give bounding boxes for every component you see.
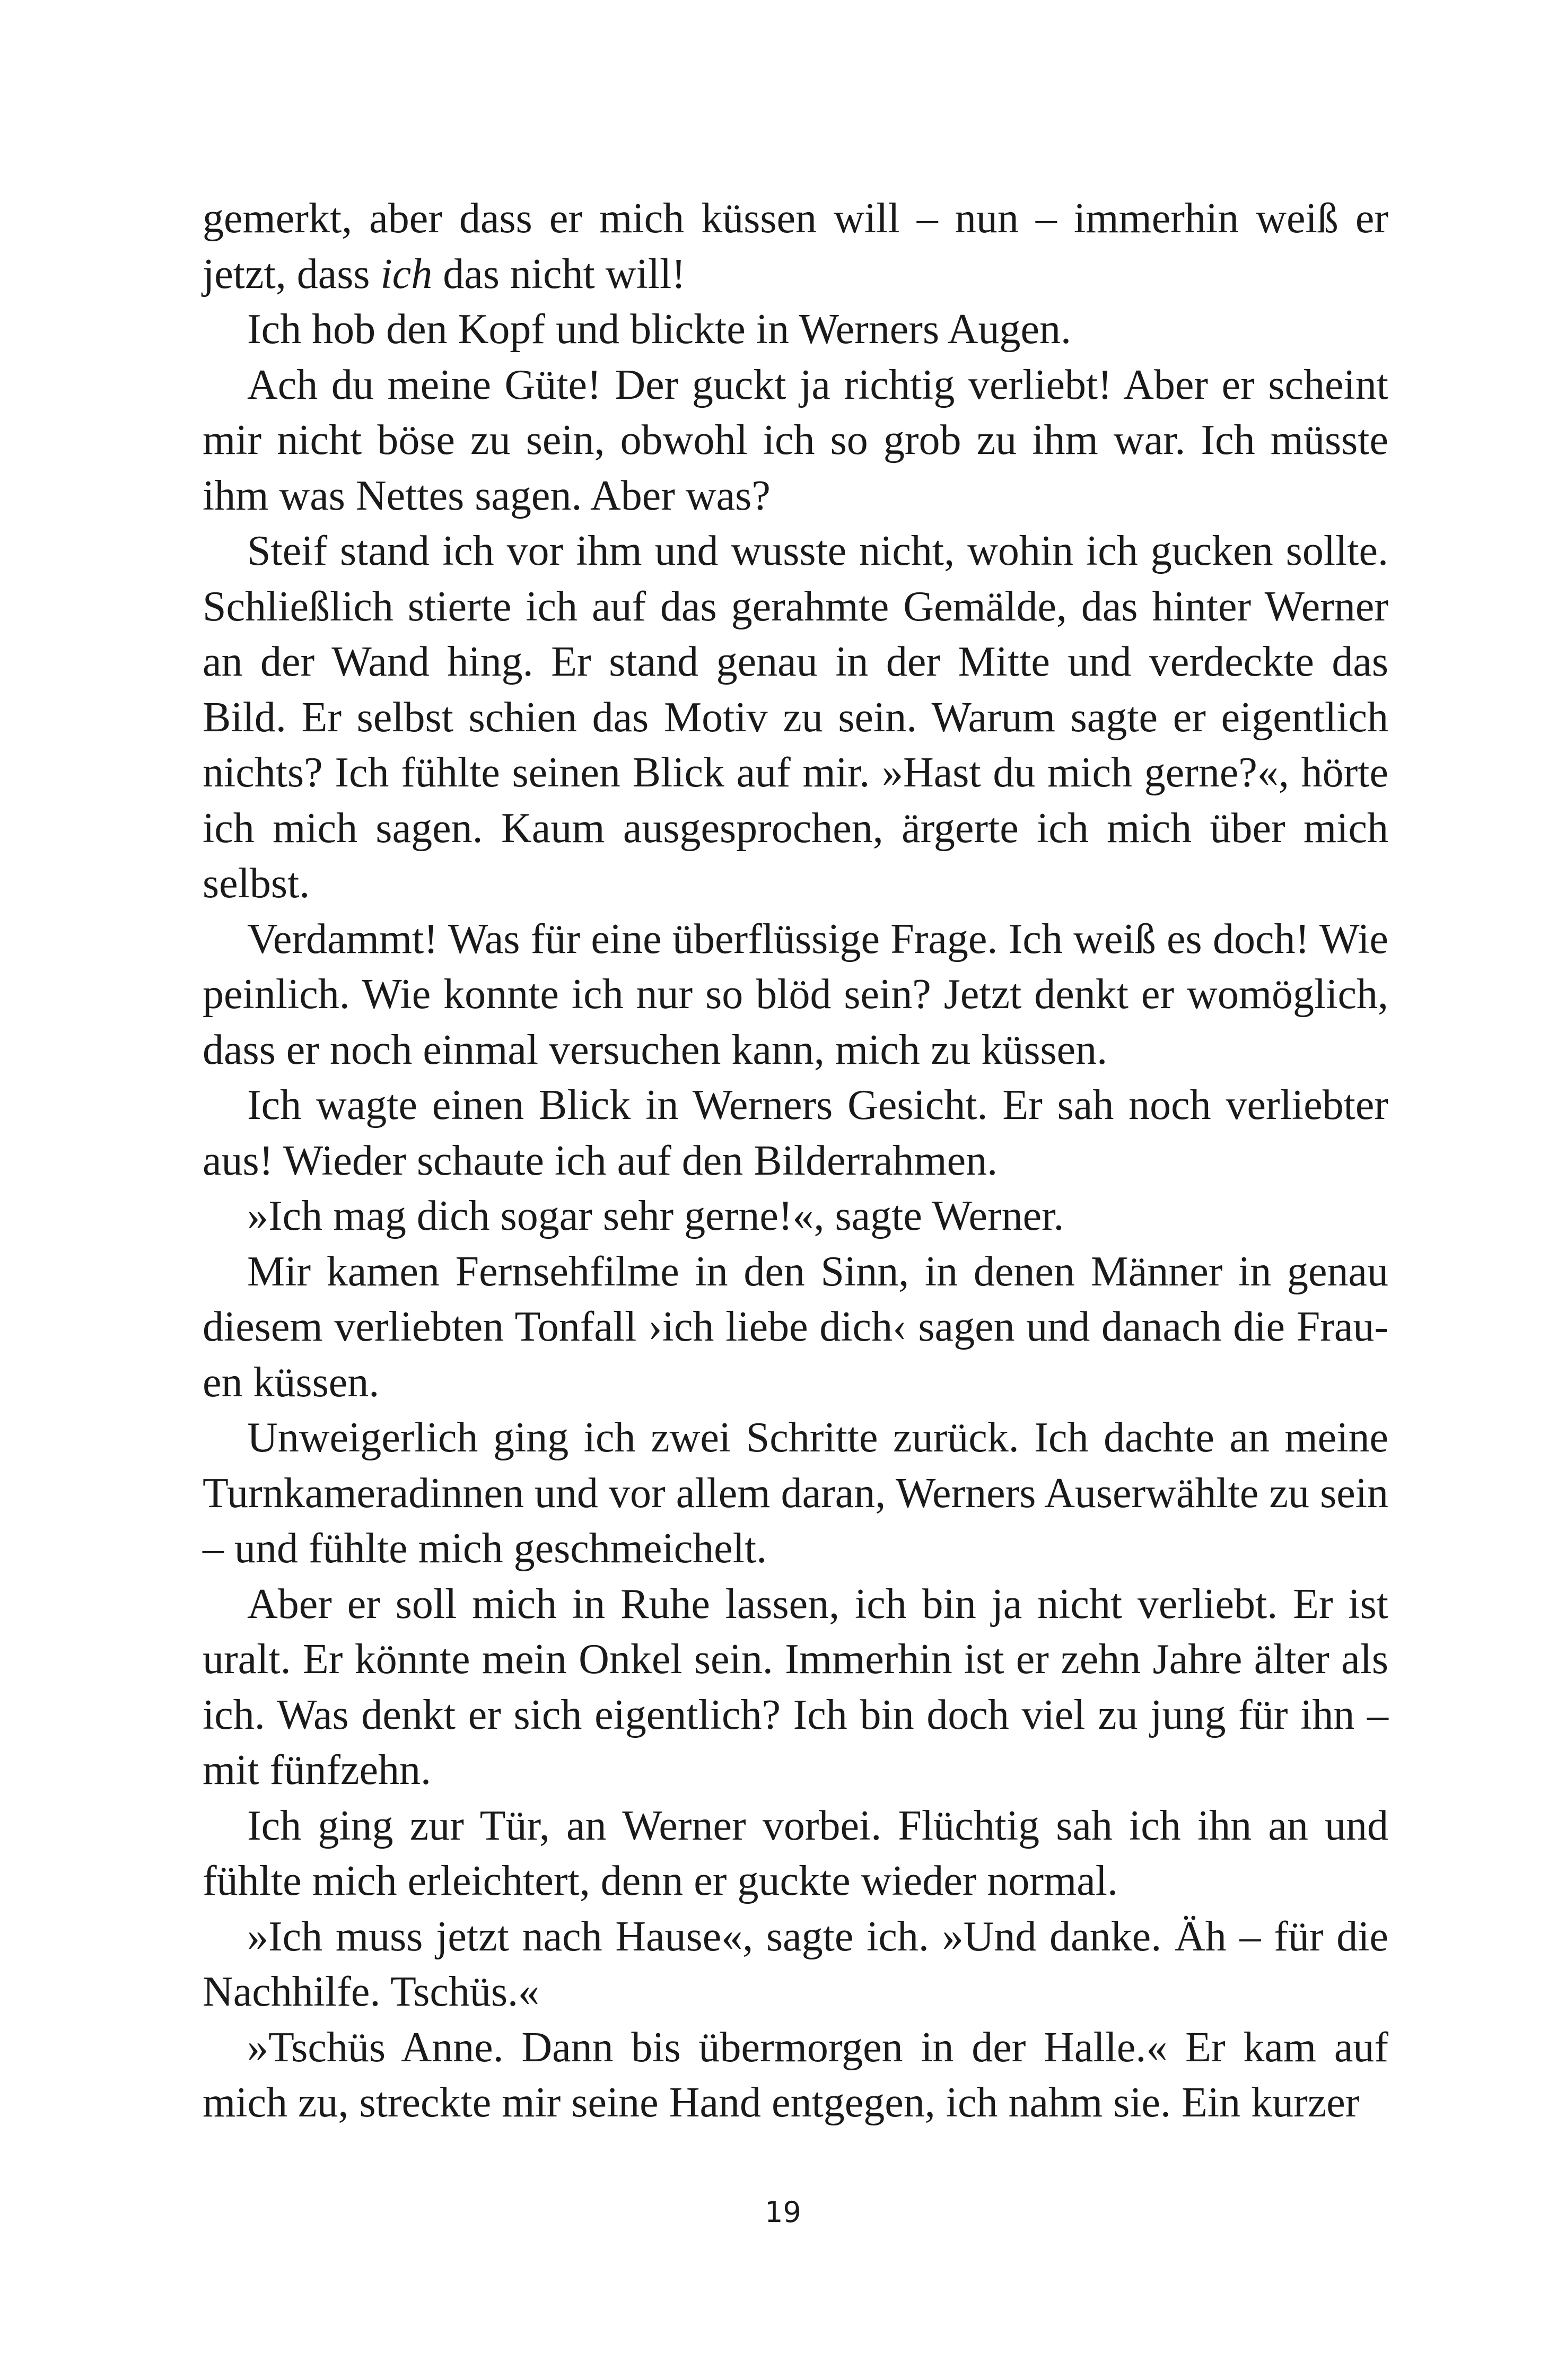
paragraph-9: Unweigerlich ging ich zwei Schritte zurück. Ich dachte an meine Turnkameradinnen und vor allem daran, Werners Auserwählte zu sein – und fühlte mich geschmeichelt. [203,1414,1388,1572]
paragraph-8: Mir kamen Fernsehfilme in den Sinn, in denen Männer in genau diesem verliebten Tonfall ›ich liebe dich‹ sagen und danach die Frauen küssen. [203,1248,1388,1406]
paragraph-13: »Tschüs Anne. Dann bis übermorgen in der Halle.« Er kam auf mich zu, streckte mir seine Hand entgegen, ich nahm sie. Ein kurzer [203,2024,1388,2126]
paragraph-1 [203,191,1388,302]
paragraph-11: Ich ging zur Tür, an Werner vorbei. Flüchtig sah ich ihn an und fühlte mich erleichtert, denn er guckte wieder normal. [203,1802,1388,1904]
paragraph-10: Aber er soll mich in Ruhe lassen, ich bin ja nicht verliebt. Er ist uralt. Er könnte mein Onkel sein. Immerhin ist er zehn Jahre älter als ich. Was denkt er sich eigentlich? Ich bin doch viel zu jung für ihn – mit fünfzehn. [203,1580,1388,1793]
paragraph-4: Steif stand ich vor ihm und wusste nicht, wohin ich gucken sollte. Schließlich stierte ich auf das gerahmte Gemälde, das hinter Werner an der Wand hing. Er stand genau in der Mitte und verdeckte das Bild. Er selbst schien das Motiv zu sein. Warum sagte er eigentlich nichts? Ich fühlte seinen Blick auf mir. »Hast du mich gerne?«, hörte ich mich sagen. Kaum ausgesprochen, ärgerte ich mich über mich selbst. [203,528,1388,907]
paragraph-2: Ich hob den Kopf und blickte in Werners Augen. [247,306,1071,353]
paragraph-1-emphasis: ich [380,250,433,298]
page-number: 19 [765,2195,801,2229]
paragraph-7: »Ich mag dich sogar sehr gerne!«, sagte Werner. [247,1193,1064,1239]
paragraph-6: Ich wagte einen Blick in Werners Gesicht. Er sah noch verliebter aus! Wieder schaute ich auf den Bilderrahmen. [203,1082,1388,1184]
body-text [203,191,1388,2131]
paragraph-1-text-end: das nicht will! [432,250,686,298]
paragraph-1-text-start: gemerkt, aber dass er mich küssen will – nun – immerhin weiß er jetzt, dass [203,195,1388,298]
paragraph-3: Ach du meine Güte! Der guckt ja richtig verliebt! Aber er scheint mir nicht böse zu sein, obwohl ich so grob zu ihm war. Ich müsste ihm was Nettes sagen. Aber was? [203,361,1388,519]
paragraph-12: »Ich muss jetzt nach Hause«, sagte ich. »Und danke. Äh – für die Nachhilfe. Tschüs.« [203,1913,1388,2015]
paragraph-5: Verdammt! Was für eine überflüssige Frage. Ich weiß es doch! Wie peinlich. Wie konnte ich nur so blöd sein? Jetzt denkt er womöglich, dass er noch einmal versuchen kann, mich zu küssen. [203,915,1388,1073]
